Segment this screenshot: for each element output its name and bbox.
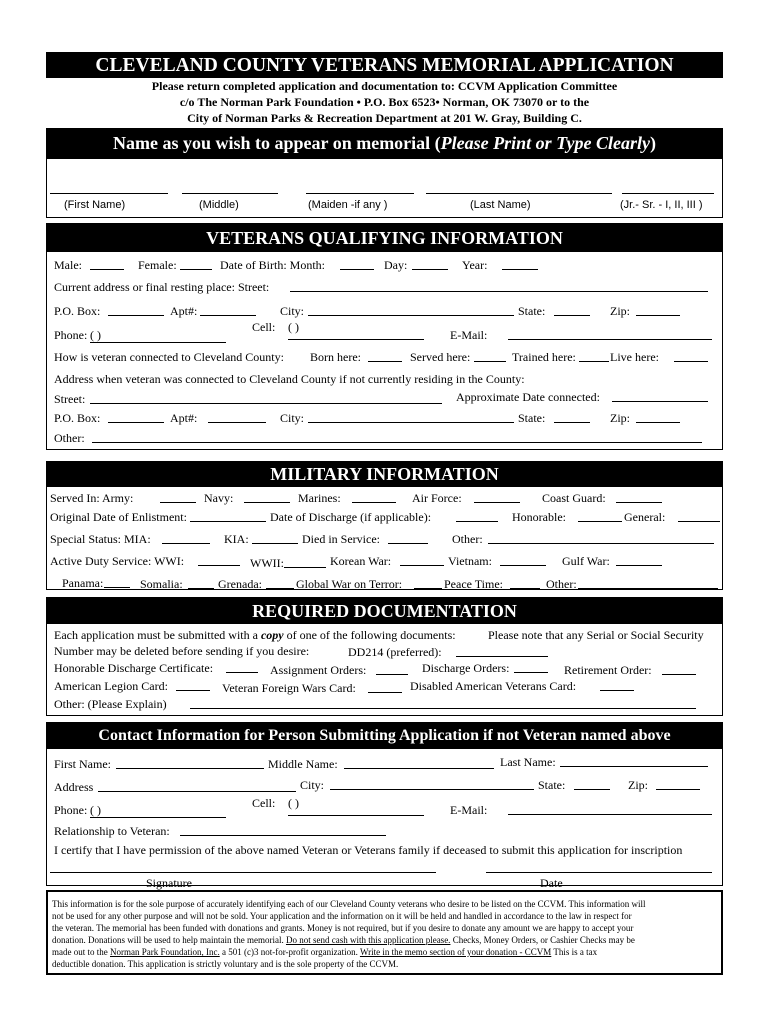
marines-label: Marines: xyxy=(298,491,341,505)
apt-field[interactable] xyxy=(200,315,256,316)
cell-label: Cell: xyxy=(252,320,276,334)
panama-field[interactable] xyxy=(104,587,130,588)
phone-field[interactable]: ( ) xyxy=(90,328,226,343)
discharge-date-field[interactable] xyxy=(456,521,498,522)
signature-field[interactable] xyxy=(50,872,436,873)
gwot-field[interactable] xyxy=(414,588,442,589)
veterans-section-header: VETERANS QUALIFYING INFORMATION xyxy=(46,223,723,251)
gulf-war-label: Gulf War: xyxy=(562,554,610,568)
live-here-field[interactable] xyxy=(674,361,708,362)
certification-text: I certify that I have permission of the above named Veteran or Veterans family if deceased to submit this application for inscription xyxy=(54,843,683,857)
general-label: General: xyxy=(624,510,666,524)
approx-date-field[interactable] xyxy=(612,401,708,402)
return-instructions-line-3: City of Norman Parks & Recreation Department at 201 W. Gray, Building C. xyxy=(187,111,582,125)
contact-phone-label: Phone: xyxy=(54,803,88,817)
hdc-field[interactable] xyxy=(226,672,258,673)
dav-card-field[interactable] xyxy=(600,690,634,691)
contact-middle-name-field[interactable] xyxy=(344,768,494,769)
zip-field[interactable] xyxy=(636,315,680,316)
contact-phone-field[interactable]: ( ) xyxy=(90,803,226,818)
service-other-field[interactable] xyxy=(578,588,718,589)
prior-city-field[interactable] xyxy=(308,422,514,423)
serial-note-text: Please note that any Serial or Social Security xyxy=(488,628,704,642)
special-mia-label: Special Status: MIA: xyxy=(50,532,151,546)
name-section-header: Name as you wish to appear on memorial (Please Print or Type Clearly) xyxy=(46,128,723,158)
honorable-label: Honorable: xyxy=(512,510,566,524)
prior-po-box-field[interactable] xyxy=(108,422,164,423)
dob-year-field[interactable] xyxy=(502,269,538,270)
last-name-field[interactable] xyxy=(426,193,612,194)
legion-card-field[interactable] xyxy=(176,690,210,691)
dd214-field[interactable] xyxy=(456,656,548,657)
email-label: E-Mail: xyxy=(450,328,488,342)
zip-label: Zip: xyxy=(610,304,630,318)
contact-cell-field[interactable]: ( ) xyxy=(288,796,424,816)
approx-date-label: Approximate Date connected: xyxy=(456,390,600,404)
connected-label: How is veteran connected to Cleveland County: xyxy=(54,350,284,364)
documentation-section-header: REQUIRED DOCUMENTATION xyxy=(46,597,723,623)
wwi-field[interactable] xyxy=(198,565,240,566)
contact-last-name-field[interactable] xyxy=(560,766,708,767)
special-other-label: Other: xyxy=(452,532,483,546)
po-box-field[interactable] xyxy=(108,315,164,316)
hdc-label: Honorable Discharge Certificate: xyxy=(54,661,214,675)
discharge-date-label: Date of Discharge (if applicable): xyxy=(270,510,432,524)
prior-zip-label: Zip: xyxy=(610,411,630,425)
grenada-label: Grenada: xyxy=(218,577,262,591)
coast-guard-label: Coast Guard: xyxy=(542,491,606,505)
email-field[interactable] xyxy=(508,339,712,340)
prior-other-label: Other: xyxy=(54,431,85,445)
retirement-order-label: Retirement Order: xyxy=(564,663,652,677)
address-when-label: Address when veteran was connected to Cleveland County if not currently residing in the County: xyxy=(54,372,525,386)
relationship-field[interactable] xyxy=(180,835,386,836)
prior-zip-field[interactable] xyxy=(636,422,680,423)
assignment-orders-label: Assignment Orders: xyxy=(270,663,367,677)
contact-middle-name-label: Middle Name: xyxy=(268,757,338,771)
serial-note-text-2: Number may be deleted before sending if you desire: xyxy=(54,644,310,658)
served-in-army-label: Served In: Army: xyxy=(50,491,134,505)
air-force-label: Air Force: xyxy=(412,491,462,505)
dob-year-label: Year: xyxy=(462,258,488,272)
served-here-field[interactable] xyxy=(474,361,506,362)
died-in-service-label: Died in Service: xyxy=(302,532,380,546)
female-field[interactable] xyxy=(180,269,212,270)
trained-here-field[interactable] xyxy=(579,361,609,362)
dob-day-label: Day: xyxy=(384,258,408,272)
prior-city-label: City: xyxy=(280,411,305,425)
enlistment-label: Original Date of Enlistment: xyxy=(50,510,187,524)
peace-time-label: Peace Time: xyxy=(444,577,503,591)
doc-other-label: Other: (Please Explain) xyxy=(54,697,167,711)
assignment-orders-field[interactable] xyxy=(376,674,408,675)
kia-label: KIA: xyxy=(224,532,249,546)
contact-cell-label: Cell: xyxy=(252,796,276,810)
contact-city-label: City: xyxy=(300,778,325,792)
contact-state-field[interactable] xyxy=(574,789,610,790)
retirement-order-field[interactable] xyxy=(662,674,696,675)
somalia-label: Somalia: xyxy=(140,577,183,591)
prior-state-label: State: xyxy=(518,411,546,425)
maiden-name-field[interactable] xyxy=(306,193,414,194)
contact-address-label: Address xyxy=(54,780,94,794)
honorable-field[interactable] xyxy=(578,521,622,522)
date-label: Date xyxy=(540,876,563,890)
wwii-field[interactable] xyxy=(284,567,326,568)
contact-zip-field[interactable] xyxy=(656,789,700,790)
return-instructions-line-1: Please return completed application and documentation to: CCVM Application Committee xyxy=(151,79,618,93)
signature-label: Signature xyxy=(146,876,192,890)
died-in-service-field[interactable] xyxy=(388,543,428,544)
state-field[interactable] xyxy=(554,315,590,316)
male-field[interactable] xyxy=(90,269,124,270)
form-title: CLEVELAND COUNTY VETERANS MEMORIAL APPLICATION xyxy=(46,52,723,78)
prior-apt-label: Apt#: xyxy=(170,411,198,425)
contact-email-field[interactable] xyxy=(508,814,712,815)
trained-here-label: Trained here: xyxy=(512,350,576,364)
return-instructions-line-2: c/o The Norman Park Foundation • P.O. Box 6523• Norman, OK 73070 or to the xyxy=(179,95,590,109)
coast-guard-field[interactable] xyxy=(616,502,662,503)
apt-label: Apt#: xyxy=(170,304,198,318)
current-street-field[interactable] xyxy=(290,291,708,292)
peace-time-field[interactable] xyxy=(510,588,540,589)
navy-field[interactable] xyxy=(244,502,290,503)
po-box-label: P.O. Box: xyxy=(54,304,101,318)
special-other-field[interactable] xyxy=(488,543,714,544)
prior-street-label: Street: xyxy=(54,392,86,406)
doc-other-field[interactable] xyxy=(190,708,696,709)
state-label: State: xyxy=(518,304,546,318)
kia-field[interactable] xyxy=(252,543,298,544)
korean-war-field[interactable] xyxy=(400,565,444,566)
vfw-card-field[interactable] xyxy=(368,692,402,693)
panama-label: Panama: xyxy=(62,576,104,590)
current-address-label: Current address or final resting place: Street: xyxy=(54,280,270,294)
navy-label: Navy: xyxy=(204,491,234,505)
female-label: Female: xyxy=(138,258,177,272)
military-section-header: MILITARY INFORMATION xyxy=(46,461,723,486)
contact-first-name-field[interactable] xyxy=(116,768,264,769)
relationship-label: Relationship to Veteran: xyxy=(54,824,170,838)
contact-first-name-label: First Name: xyxy=(54,757,111,771)
grenada-field[interactable] xyxy=(266,588,294,589)
doc-requirement-text: Each application must be submitted with a copy of one of the following documents: xyxy=(54,628,456,642)
male-label: Male: xyxy=(54,258,82,272)
dob-month-label: Date of Birth: Month: xyxy=(220,258,325,272)
dd214-label: DD214 (preferred): xyxy=(348,645,442,659)
disclaimer-text: This information is for the sole purpose of accurately identifying each of our Cleveland County veterans who desire to be listed on the CCVM. This information will not be used for any other purpose and will not be sold. Your application and the information on it will be held and handled in accordance to the law in respect for the veteran. The memorial has been funded with donations and grants. Money is not required, but if you desire to donate any amount we are happy to accept your donation. Donations will be used to help maintain the memorial. Do not send cash with this application please. Checks, Money Orders, or Cashier Checks may be made out to the Norman Park Foundation, Inc. a 501 (c)3 not-for-profit organization. Write in the memo section of your donation - CCVM This is a tax deductible donation. This application is strictly voluntary and is the sole property of the CCVM. xyxy=(52,899,646,969)
general-field[interactable] xyxy=(678,521,720,522)
contact-email-label: E-Mail: xyxy=(450,803,488,817)
gulf-war-field[interactable] xyxy=(616,565,662,566)
born-here-label: Born here: xyxy=(310,350,361,364)
contact-zip-label: Zip: xyxy=(628,778,648,792)
date-field[interactable] xyxy=(486,872,712,873)
suffix-field[interactable] xyxy=(622,193,714,194)
korean-war-label: Korean War: xyxy=(330,554,392,568)
prior-state-field[interactable] xyxy=(554,422,590,423)
service-other-label: Other: xyxy=(546,577,577,591)
first-name-label: (First Name) xyxy=(64,199,126,211)
legion-card-label: American Legion Card: xyxy=(54,679,168,693)
army-field[interactable] xyxy=(160,502,196,503)
vietnam-label: Vietnam: xyxy=(448,554,492,568)
middle-name-field[interactable] xyxy=(182,193,278,194)
discharge-orders-field[interactable] xyxy=(514,672,548,673)
phone-label: Phone: xyxy=(54,328,88,342)
mia-field[interactable] xyxy=(162,543,210,544)
wwii-label: WWII: xyxy=(250,556,284,570)
contact-state-label: State: xyxy=(538,778,566,792)
vfw-card-label: Veteran Foreign Wars Card: xyxy=(222,681,356,695)
discharge-orders-label: Discharge Orders: xyxy=(422,661,510,675)
somalia-field[interactable] xyxy=(188,588,214,589)
contact-section-header: Contact Information for Person Submitting Application if not Veteran named above xyxy=(46,722,723,748)
active-wwi-label: Active Duty Service: WWI: xyxy=(50,554,185,568)
live-here-label: Live here: xyxy=(610,350,659,364)
maiden-name-label: (Maiden -if any ) xyxy=(308,199,388,211)
air-force-field[interactable] xyxy=(474,502,520,503)
prior-other-field[interactable] xyxy=(92,442,702,443)
enlistment-field[interactable] xyxy=(190,521,266,522)
suffix-label: (Jr.- Sr. - I, II, III ) xyxy=(620,199,703,211)
middle-name-label: (Middle) xyxy=(199,199,239,211)
contact-last-name-label: Last Name: xyxy=(500,755,556,769)
contact-city-field[interactable] xyxy=(330,789,534,790)
born-here-field[interactable] xyxy=(368,361,402,362)
contact-address-field[interactable] xyxy=(98,791,296,792)
dob-day-field[interactable] xyxy=(412,269,448,270)
marines-field[interactable] xyxy=(352,502,396,503)
served-here-label: Served here: xyxy=(410,350,471,364)
vietnam-field[interactable] xyxy=(500,565,546,566)
cell-field[interactable]: ( ) xyxy=(288,320,424,340)
prior-apt-field[interactable] xyxy=(208,422,266,423)
city-field[interactable] xyxy=(308,315,514,316)
city-label: City: xyxy=(280,304,305,318)
prior-street-field[interactable] xyxy=(90,403,442,404)
dob-month-field[interactable] xyxy=(340,269,374,270)
dav-card-label: Disabled American Veterans Card: xyxy=(410,679,577,693)
gwot-label: Global War on Terror: xyxy=(296,577,403,591)
prior-po-box-label: P.O. Box: xyxy=(54,411,101,425)
first-name-field[interactable] xyxy=(50,193,168,194)
last-name-label: (Last Name) xyxy=(470,199,531,211)
